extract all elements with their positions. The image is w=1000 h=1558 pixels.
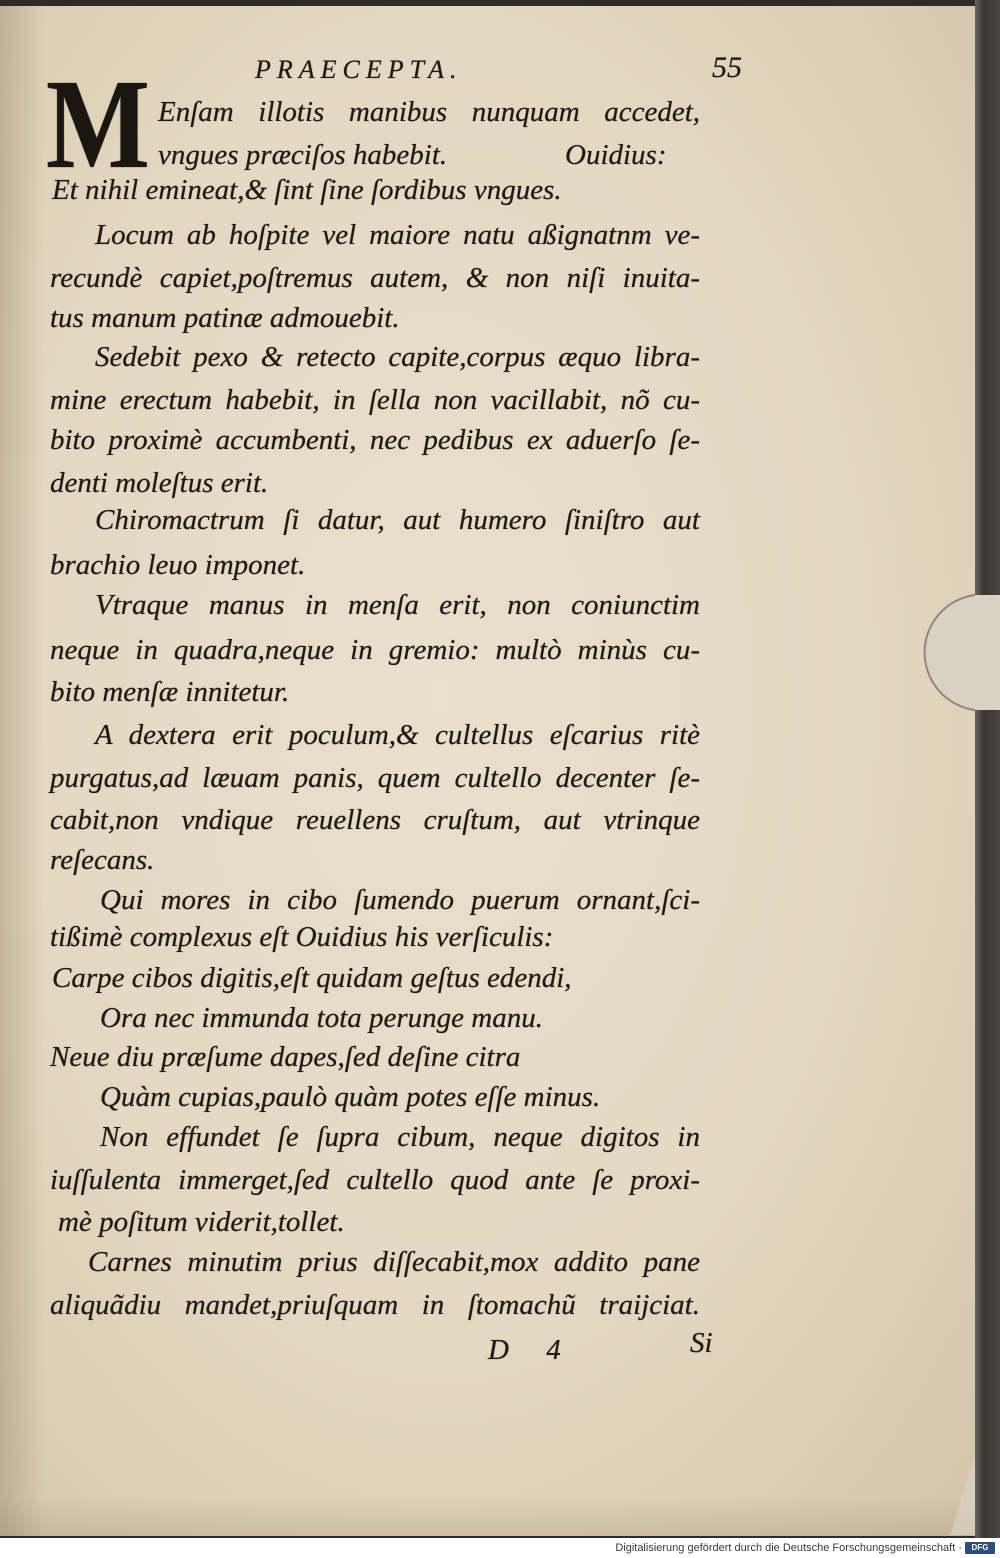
verse-line: Carpe cibos digitis,eſt quidam geſtus edendi, <box>52 962 572 994</box>
verse-line: Neue diu præſume dapes,ſed deſine citra <box>50 1041 521 1073</box>
text-line: Et nihil emineat,& ſint ſine ſordibus vngues. <box>52 174 562 206</box>
text-line: mè poſitum viderit,tollet. <box>58 1206 345 1238</box>
text-line: Vtraque manus in menſa erit, non coniunctim <box>95 589 700 621</box>
digitization-credit-bar <box>0 1538 1000 1558</box>
text-line: mine erectum habebit, in ſella non vacillabit, nõ cu- <box>50 384 700 416</box>
catchword: Si <box>690 1327 713 1359</box>
text-line: Locum ab hoſpite vel maiore natu aßignatnm ve- <box>95 219 700 251</box>
text-line: aliquãdiu mandet,priuſquam in ſtomachũ traijciat. <box>50 1289 700 1321</box>
text-line: bito proximè accumbenti, nec pedibus ex aduerſo ſe- <box>50 424 700 456</box>
text-line: recundè capiet,poſtremus autem, & non niſi inuita- <box>50 262 700 294</box>
text-line: denti moleſtus erit. <box>50 467 269 499</box>
text-line: Non effundet ſe ſupra cibum, neque digitos in <box>100 1121 700 1153</box>
text-line: brachio leuo imponet. <box>50 549 306 581</box>
drop-cap: M <box>46 53 150 195</box>
text-line: bito menſæ innitetur. <box>50 676 290 708</box>
text-line: Sedebit pexo & retecto capite,corpus æquo libra- <box>95 341 700 373</box>
text-line: purgatus,ad læuam panis, quem cultello decenter ſe- <box>50 762 700 794</box>
text-line: iuſſulenta immerget,ſed cultello quod ante ſe proxi- <box>50 1164 700 1196</box>
text-line: Carnes minutim prius diſſecabit,mox addito pane <box>88 1246 700 1278</box>
text-line: cabit,non vndique reuellens cruſtum, aut vtrinque <box>50 804 700 836</box>
text-line: Chiromactrum ſi datur, aut humero ſiniſtro aut <box>95 504 700 536</box>
text-line: tus manum patinæ admouebit. <box>50 302 400 334</box>
running-head: PRAECEPTA. <box>255 55 463 84</box>
text-line: tißimè complexus eſt Ouidius his verſiculis: <box>50 921 554 953</box>
book-edge <box>975 0 1000 1538</box>
attribution: Ouidius: <box>565 139 667 171</box>
text-line: A dextera erit poculum,& cultellus eſcarius ritè <box>95 719 700 751</box>
verse-line: Ora nec immunda tota perunge manu. <box>100 1002 544 1034</box>
verse-line: Quàm cupias,paulò quàm potes eſſe minus. <box>100 1081 601 1113</box>
page-corner-fold <box>930 1455 975 1535</box>
text-line: Enſam illotis manibus nunquam accedet, <box>158 96 700 128</box>
signature-mark: D 4 <box>488 1334 561 1366</box>
text-line: neque in quadra,neque in gremio: multò minùs cu- <box>50 634 700 666</box>
page-number: 55 <box>712 51 742 84</box>
text-line: Qui mores in cibo ſumendo puerum ornant,ſci- <box>100 884 700 916</box>
text-line: vngues præciſos habebit. <box>158 139 448 171</box>
thumb-index-notch <box>915 590 1000 715</box>
dfg-logo: DFG <box>965 1542 995 1554</box>
gutter-shadow <box>0 6 45 1536</box>
text-line: reſecans. <box>50 844 155 876</box>
digitization-credit: Digitalisierung gefördert durch die Deutsche Forschungsgemeinschaft · <box>615 1542 962 1554</box>
bottom-shadow <box>0 1496 975 1536</box>
